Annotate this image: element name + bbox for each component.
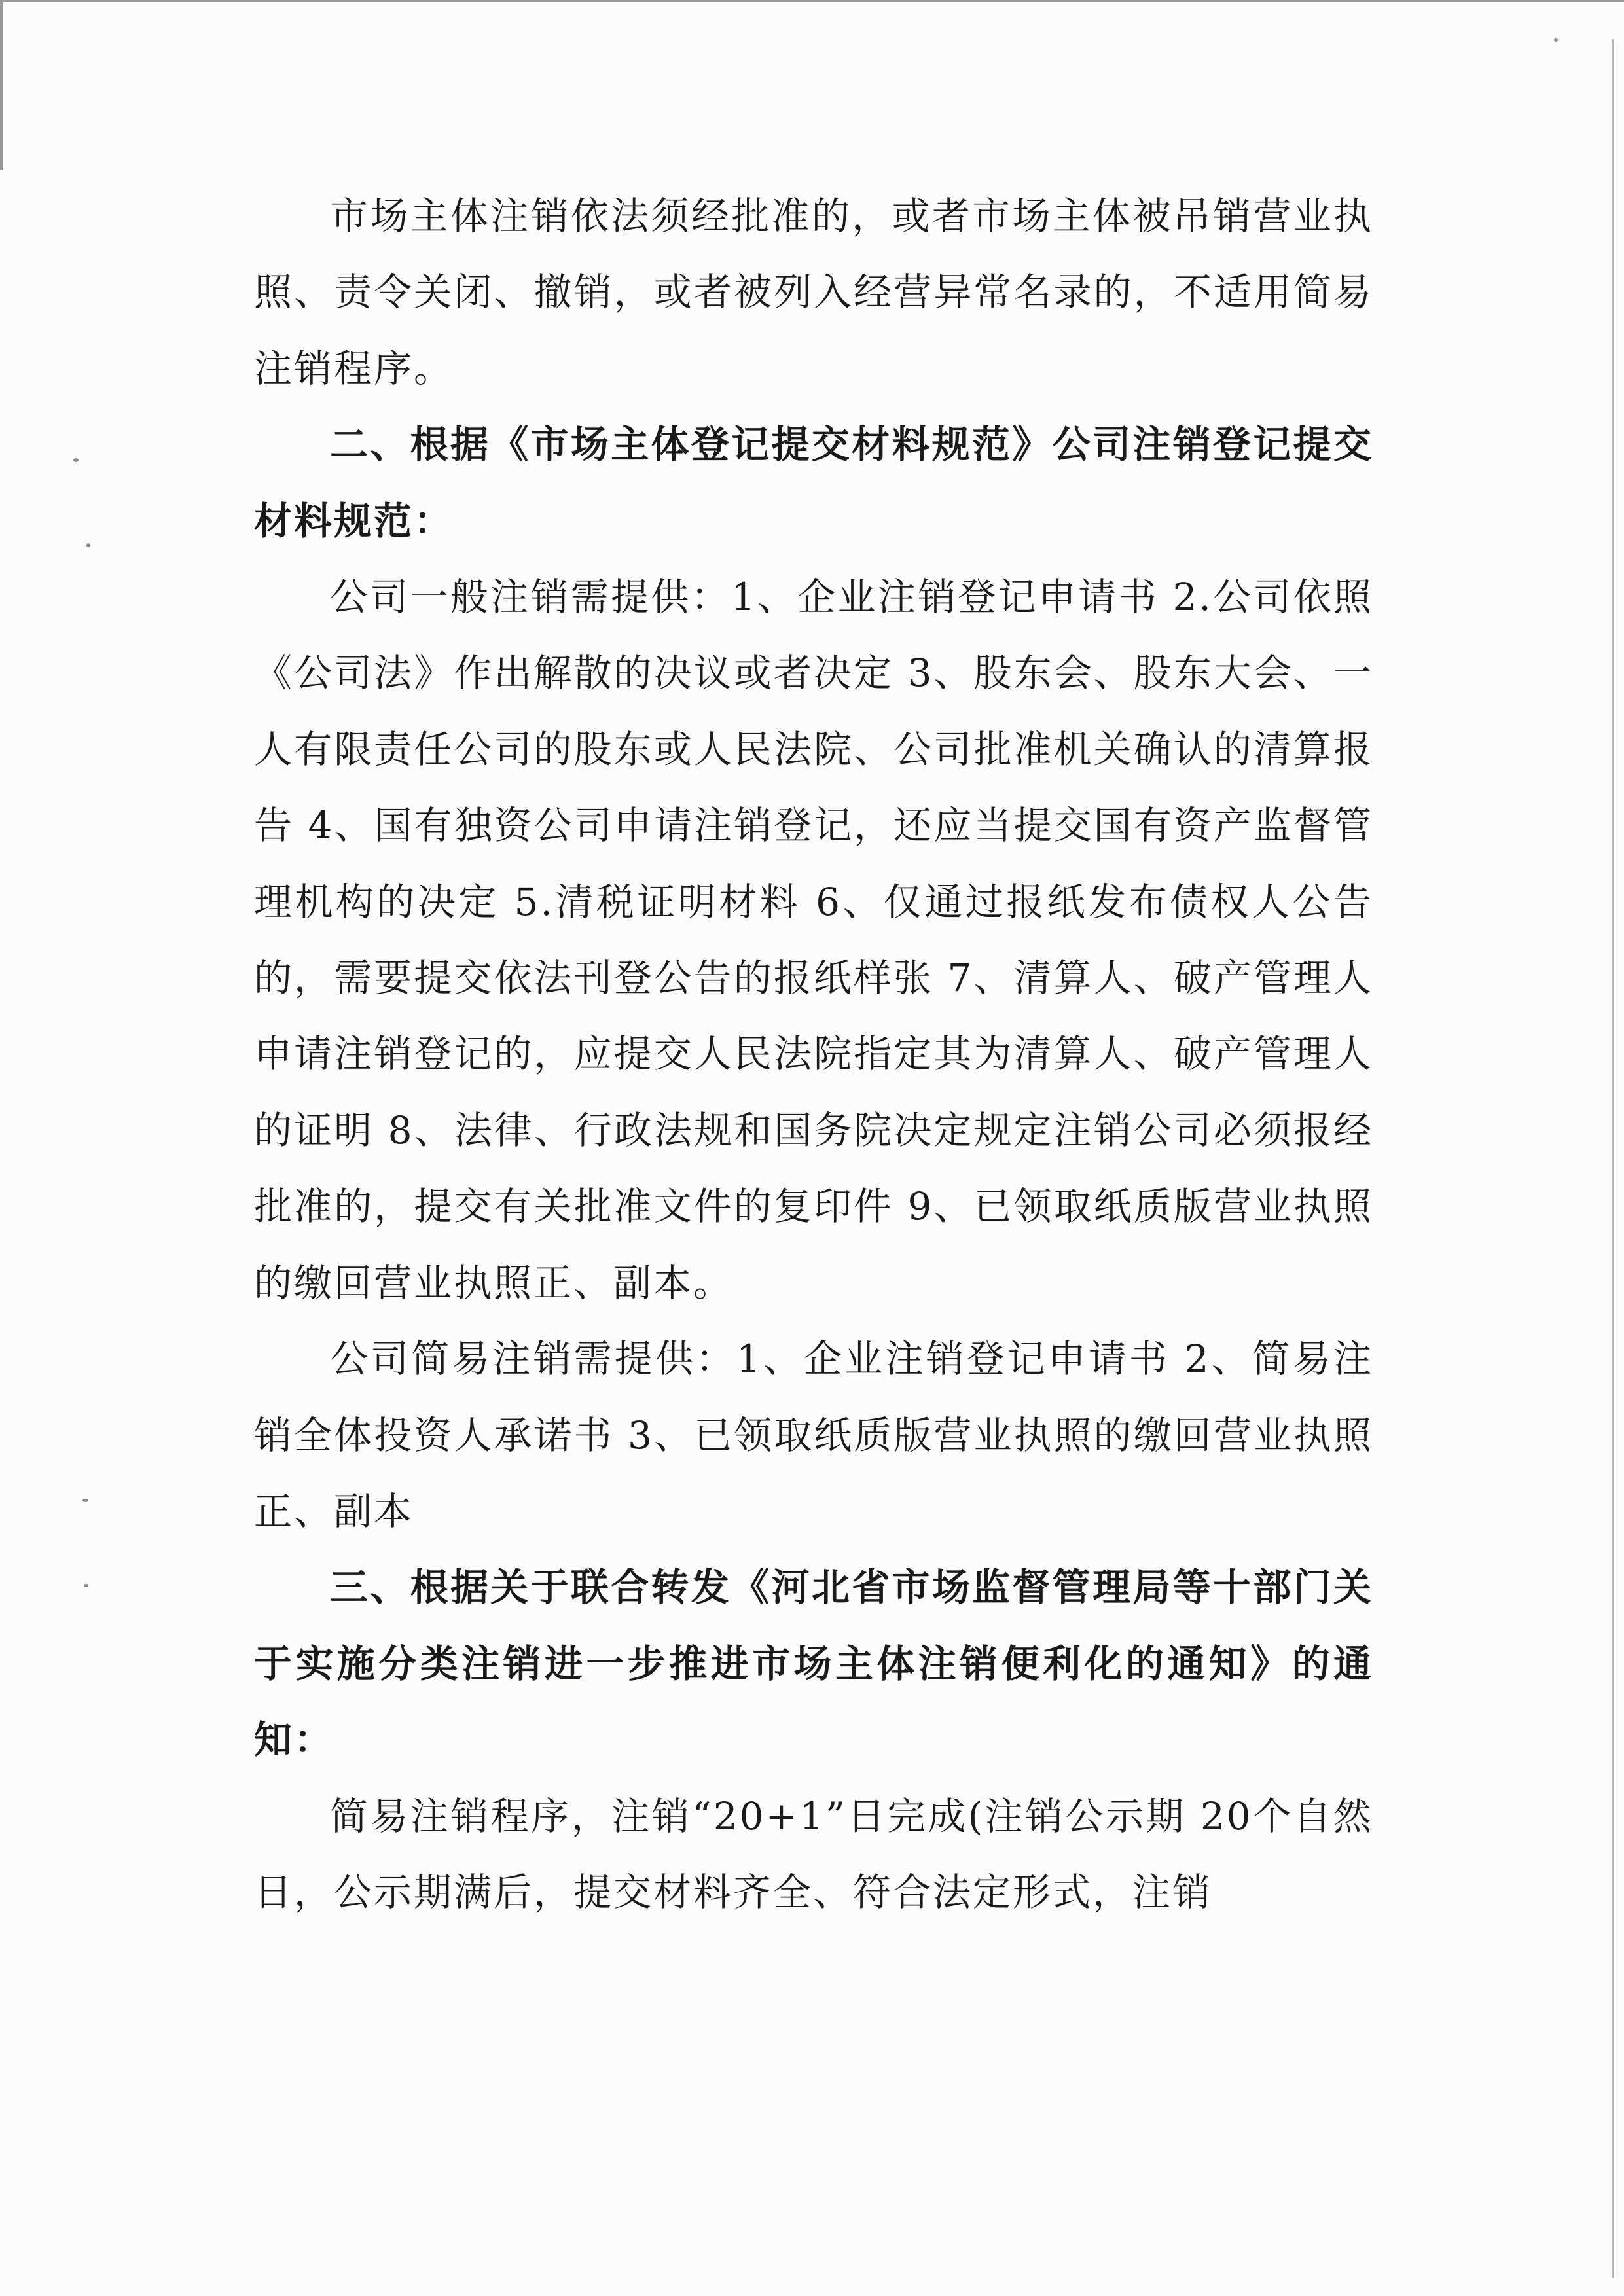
scan-edge-left	[0, 0, 3, 170]
paragraph-simplified-exclusion: 市场主体注销依法须经批准的，或者市场主体被吊销营业执照、责令关闭、撤销，或者被列入经营异常名录的，不适用简易注销程序。	[254, 194, 1373, 391]
scan-speck	[82, 1499, 88, 1502]
scan-speck	[73, 458, 79, 462]
paragraph-general-cancellation: 公司一般注销需提供：1、企业注销登记申请书 2.公司依照《公司法》作出解散的决议或者决定 3、股东会、股东大会、一人有限责任公司的股东或人民法院、公司批准机关确认的清算报告 4、国有独资公司申请注销登记，还应当提交国有资产监督管理机构的决定 5.清税证明材料 6、仅通过报纸发布债权人公告的，需要提交依法刊登公告的报纸样张 7、清算人、破产管理人申请注销登记的，应提交人民法院指定其为清算人、破产管理人的证明 8、法律、行政法规和国务院决定规定注销公司必须报经批准的，提交有关批准文件的复印件 9、已领取纸质版营业执照的缴回营业执照正、副本。	[254, 575, 1373, 1305]
paragraph-simplified-procedure: 简易注销程序，注销“20+1”日完成(注销公示期 20个自然日，公示期满后，提交材料齐全、符合法定形式，注销	[254, 1793, 1373, 1914]
scan-speck	[86, 543, 90, 547]
scan-speck	[84, 1584, 88, 1587]
document-body	[254, 178, 1373, 1930]
scan-edge-top	[0, 0, 1624, 2]
scan-speck	[1554, 38, 1558, 42]
heading-section-three: 三、根据关于联合转发《河北省市场监督管理局等十部门关于实施分类注销进一步推进市场主体注销便利化的通知》的通知：	[254, 1565, 1373, 1763]
scan-edge-right	[1612, 39, 1614, 2278]
heading-section-two: 二、根据《市场主体登记提交材料规范》公司注销登记提交材料规范：	[254, 422, 1373, 543]
paragraph-simplified-cancellation: 公司简易注销需提供：1、企业注销登记申请书 2、简易注销全体投资人承诺书 3、已领取纸质版营业执照的缴回营业执照正、副本	[254, 1336, 1373, 1534]
